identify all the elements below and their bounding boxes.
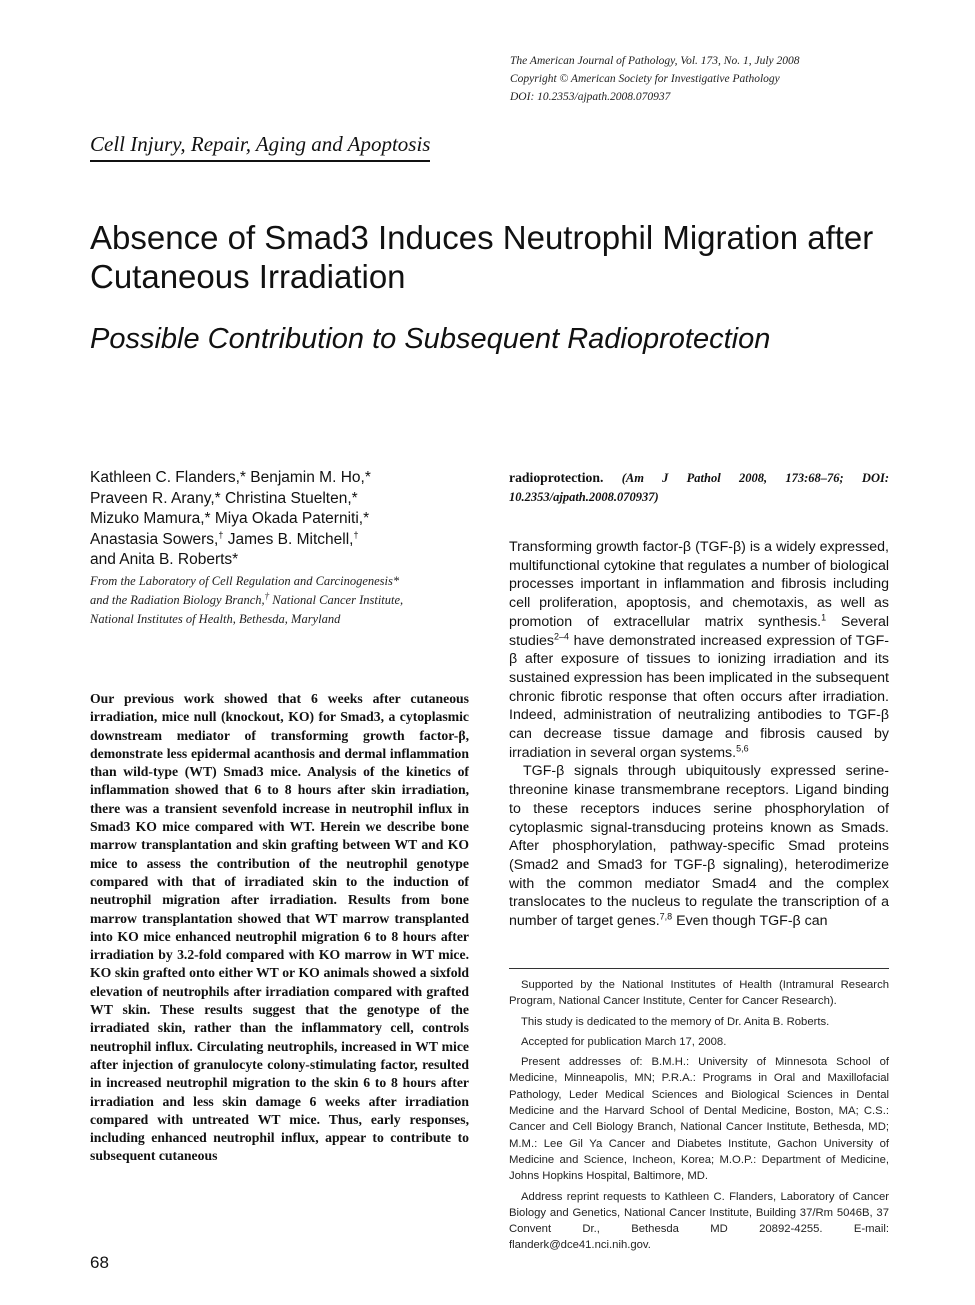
- footnote-accepted: Accepted for publication March 17, 2008.: [521, 1035, 727, 1048]
- author-line: [90, 530, 470, 551]
- reference-link[interactable]: 2–4: [553, 630, 569, 641]
- affiliation-mark: †: [218, 529, 224, 540]
- footnote-dedication: This study is dedicated to the memory of Dr. Anita B. Roberts.: [521, 1015, 830, 1028]
- author-line: and Anita B. Roberts*: [90, 551, 239, 568]
- footnote-divider: [509, 968, 889, 969]
- text-run: Even though TGF-β can: [672, 913, 828, 930]
- footnotes: [509, 977, 889, 1258]
- text-run: TGF-β signals through ubiquitously expressed serine-threonine kinase transmembrane receptors. Ligand binding to these receptors induces serine phosphorylation of cytoplasmic signal-transducing proteins known as Smads. After phosphorylation, pathway-specific Smad proteins (Smad2 and Smad3 for TGF-β signaling), heterodimerize with the common mediator Smad4 and the complex translocates to the nucleus to regulate the transcription of a number of target genes.: [509, 763, 889, 930]
- affiliation-mark: †: [353, 529, 359, 540]
- journal-citation: The American Journal of Pathology, Vol. 173, No. 1, July 2008: [510, 55, 800, 67]
- section-heading: Cell Injury, Repair, Aging and Apoptosis: [90, 132, 430, 162]
- footnote-funding: Supported by the National Institutes of Health (Intramural Research Program, National Cancer Institute, Center for Cancer Research).: [509, 979, 889, 1008]
- abstract-end: radioprotection.: [509, 470, 604, 485]
- author-text: Anastasia Sowers,: [90, 530, 219, 548]
- abstract: Our previous work showed that 6 weeks after cutaneous irradiation, mice null (knockout, KO) for Smad3, a cytoplasmic downstream mediator of transforming growth factor-β, demonstrate less epidermal acanthosis and dermal inflammation than wild-type (WT) Smad3 mice. Analysis of the kinetics of inflammation showed that 6 to 8 hours after skin irradiation, there was a transient sevenfold increase in neutrophil influx in Smad3 KO mice compared with WT. Herein we describe bone marrow transplantation and skin grafting between WT and KO mice to assess the contribution of the neutrophil genotype compared with that of irradiated skin to the induction of neutrophil migration after irradiation. Results from bone marrow transplantation showed that WT marrow transplanted into KO mice enhanced neutrophil migration 6 to 8 hours after irradiation by 3.2-fold compared with KO marrow in WT mice. KO skin grafted onto either WT or KO animals showed a sixfold elevation of neutrophils after irradiation compared with grafted WT skin. These results suggest that the genotype of the irradiated skin, rather than the inflammatory cell, controls neutrophil influx. Circulating neutrophils, increased in WT mice after injection of granulocyte colony-stimulating factor, resulted in increased neutrophil migration to the skin 6 to 8 hours after irradiation and less skin damage 6 weeks after irradiation compared with untreated WT mice. Thus, early responses, including enhanced neutrophil influx, appear to contribute to subsequent cutaneous: [90, 691, 469, 1164]
- affiliation-text: and the Radiation Biology Branch,: [90, 593, 265, 607]
- affiliation-line: From the Laboratory of Cell Regulation and Carcinogenesis*: [90, 574, 400, 588]
- paragraph: [509, 762, 889, 930]
- journal-copyright: Copyright © American Society for Investigative Pathology: [510, 73, 780, 85]
- affiliation-line: [90, 591, 470, 610]
- affiliation-line: National Institutes of Health, Bethesda, Maryland: [90, 612, 341, 626]
- paragraph: [509, 538, 889, 762]
- author-line: Mizuko Mamura,* Miya Okada Paterniti,*: [90, 510, 370, 527]
- journal-header: [510, 52, 950, 106]
- reference-link[interactable]: 5,6: [736, 743, 749, 753]
- footnote-addresses: Present addresses of: B.M.H.: University of Minnesota School of Medicine, Minneapolis, MN; P.R.A.: Programs in Oral and Maxillofacial Pathology, Leder Medical Sciences and Biological Sciences in Dental Medicine and the Harvard School of Dental Medicine, Boston, MA; C.S.: Cancer and Cell Biology Branch, National Cancer Institute, Bethesda, MD; M.M.: Lee Gil Ya Cancer and Diabetes Institute, Gachon University of Medicine and Science, Incheon, Korea; M.O.P.: Department of Medicine, Johns Hopkins Hospital, Baltimore, MD.: [509, 1056, 889, 1183]
- author-list: [90, 468, 470, 571]
- text-run: Transforming growth factor-β (TGF-β) is a widely expressed, multifunctional cytokine that regulates a number of biological processes important in inflammation and fibrosis including cell proliferation, apoptosis, and chemotaxis, as well as promotion of extracellular matrix synthesis.: [509, 539, 889, 630]
- reference-link[interactable]: 7,8: [659, 911, 673, 922]
- footnote-reprints: Address reprint requests to Kathleen C. Flanders, Laboratory of Cancer Biology and Genetics, National Cancer Institute, Building 37/Rm 5046B, 37 Convent Dr., Bethesda MD 20892-4255. E-mail: flanderk@dce41.nci.nih.gov.: [509, 1190, 889, 1252]
- author-text: James B. Mitchell,: [223, 530, 354, 548]
- body-text: [509, 538, 889, 931]
- affiliation-mark: †: [264, 590, 270, 601]
- text-run: Several studies: [509, 613, 889, 649]
- author-line: Kathleen C. Flanders,* Benjamin M. Ho,*: [90, 469, 371, 486]
- page-number: 68: [90, 1253, 109, 1272]
- affiliation-text: National Cancer Institute,: [269, 593, 404, 607]
- citation: [509, 468, 889, 507]
- article-subtitle: Possible Contribution to Subsequent Radioprotection: [90, 323, 771, 355]
- text-run: have demonstrated increased expression of TGF-β after exposure of tissues to ionizing irradiation and its sustained expression has been implicated in the subsequent chronic fibrotic response that often occurs after irradiation. Indeed, administration of neutralizing antibodies to TGF-β can decrease tissue damage and fibrosis caused by irradiation in several organ systems.: [509, 632, 889, 761]
- journal-doi: DOI: 10.2353/ajpath.2008.070937: [510, 91, 671, 103]
- reference-link[interactable]: 1: [821, 612, 827, 623]
- article-title: Absence of Smad3 Induces Neutrophil Migration after Cutaneous Irradiation: [90, 219, 874, 295]
- affiliation: [90, 572, 470, 629]
- citation-reference: (Am J Pathol 2008, 173:68–76; DOI: 10.2353/ajpath.2008.070937): [509, 471, 890, 504]
- author-line: Praveen R. Arany,* Christina Stuelten,*: [90, 489, 358, 507]
